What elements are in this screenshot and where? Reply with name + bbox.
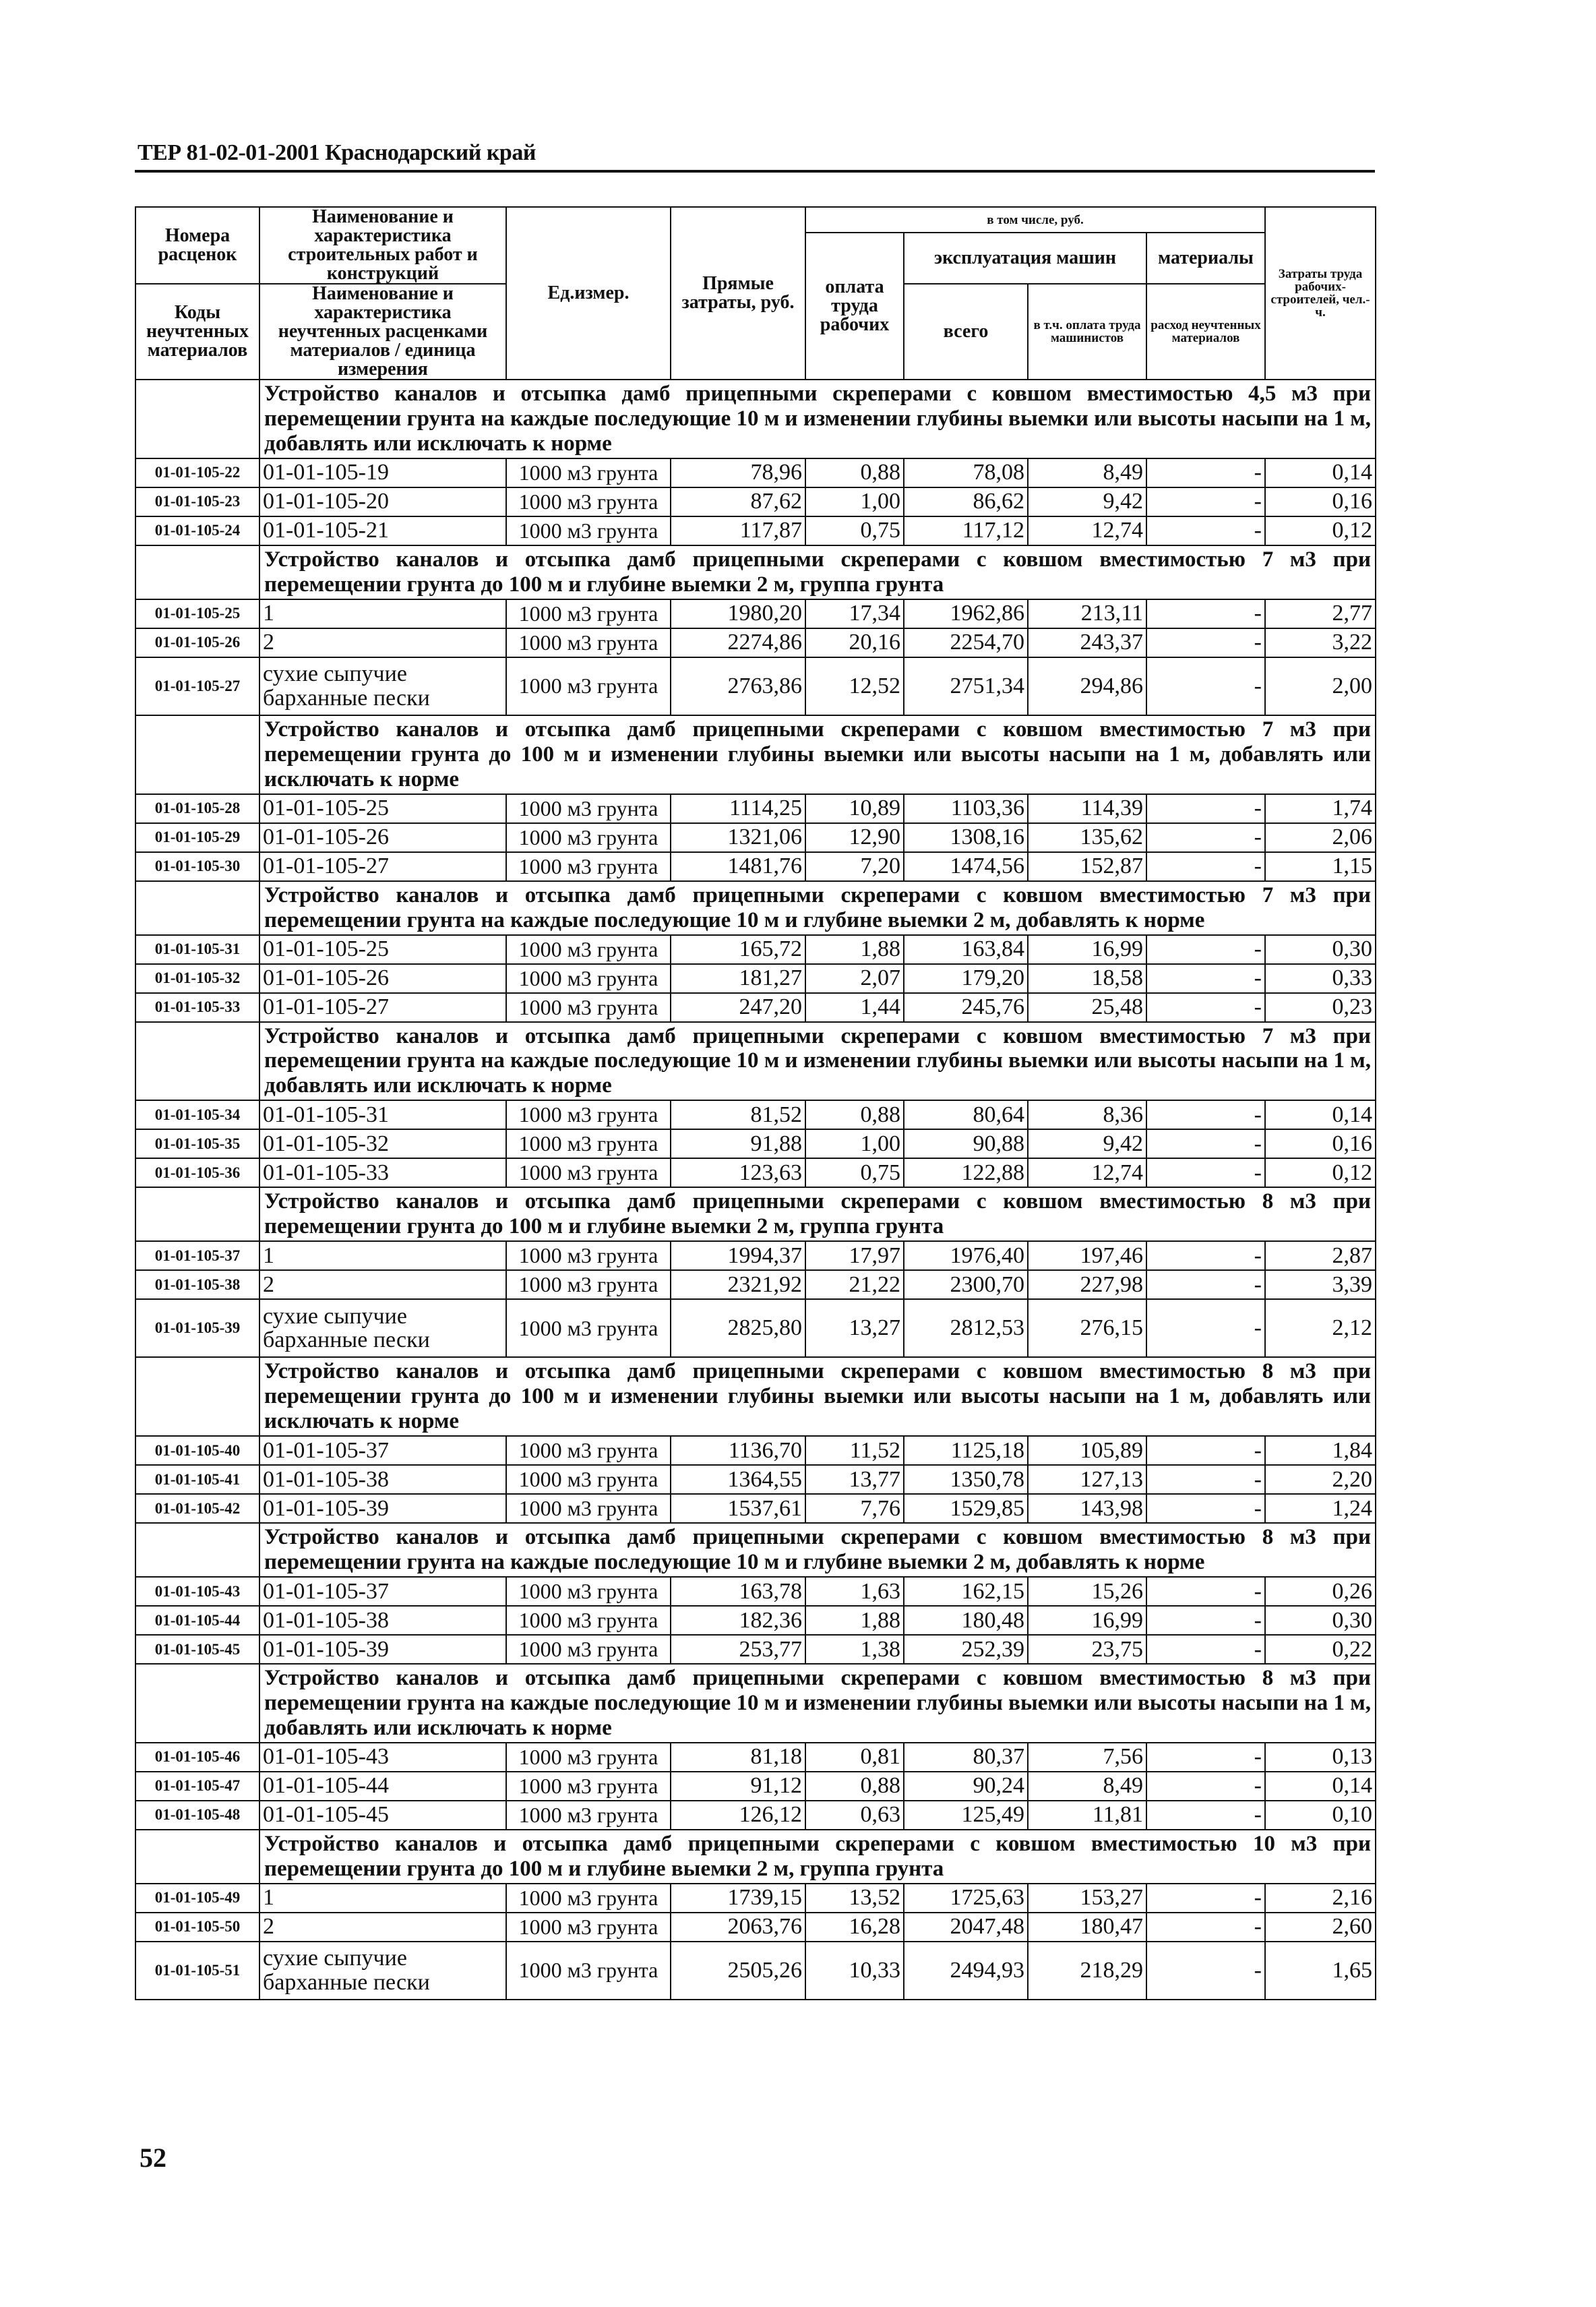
- direct-cost: 91,88: [671, 1129, 805, 1158]
- materials: -: [1146, 1436, 1265, 1465]
- direct-cost: 163,78: [671, 1577, 805, 1606]
- materials: -: [1146, 599, 1265, 628]
- work-name: сухие сыпучие барханные пески: [259, 657, 506, 715]
- labor: 2,20: [1265, 1465, 1376, 1494]
- group-title: Устройство каналов и отсыпка дамб прицепными скреперами с ковшом вместимостью 8 м3 при перемещении грунта до 100 м и изменении глубины выемки или высоты насыпи на 1 м, добавлять или исключать к норме: [259, 1357, 1376, 1436]
- direct-cost: 1321,06: [671, 823, 805, 852]
- machines-total: 1725,63: [904, 1884, 1028, 1913]
- work-name: 1: [259, 599, 506, 628]
- labor: 1,15: [1265, 852, 1376, 881]
- rate-code: 01-01-105-28: [135, 794, 259, 823]
- rate-code: 01-01-105-31: [135, 935, 259, 964]
- rate-code: 01-01-105-51: [135, 1942, 259, 2000]
- work-name: 01-01-105-31: [259, 1100, 506, 1129]
- wage: 17,97: [805, 1241, 904, 1270]
- unit: 1000 м3 грунта: [506, 516, 671, 545]
- materials: -: [1146, 1801, 1265, 1830]
- col-materials-missing-header: расход неучтенных материалов: [1146, 284, 1265, 380]
- direct-cost: 78,96: [671, 458, 805, 487]
- direct-cost: 91,12: [671, 1772, 805, 1801]
- labor: 0,12: [1265, 1158, 1376, 1187]
- machinist-wage: 180,47: [1028, 1913, 1146, 1942]
- machines-total: 90,88: [904, 1129, 1028, 1158]
- labor: 0,14: [1265, 1772, 1376, 1801]
- unit: 1000 м3 грунта: [506, 794, 671, 823]
- wage: 0,88: [805, 458, 904, 487]
- group-title: Устройство каналов и отсыпка дамб прицепными скреперами с ковшом вместимостью 7 м3 при перемещении грунта на каждые последующие 10 м и глубине выемки 2 м, добавлять к норме: [259, 881, 1376, 935]
- materials: -: [1146, 1942, 1265, 2000]
- materials: -: [1146, 1299, 1265, 1357]
- machinist-wage: 9,42: [1028, 1129, 1146, 1158]
- work-name: сухие сыпучие барханные пески: [259, 1942, 506, 2000]
- group-title: Устройство каналов и отсыпка дамб прицепными скреперами с ковшом вместимостью 7 м3 при перемещении грунта на каждые последующие 10 м и изменении глубины выемки или высоты насыпи на 1 м, добавлять или исключать к норме: [259, 1022, 1376, 1101]
- materials: -: [1146, 1913, 1265, 1942]
- labor: 2,60: [1265, 1913, 1376, 1942]
- work-name: 01-01-105-20: [259, 487, 506, 516]
- rate-code: 01-01-105-38: [135, 1270, 259, 1299]
- direct-cost: 1364,55: [671, 1465, 805, 1494]
- work-name: 01-01-105-32: [259, 1129, 506, 1158]
- unit: 1000 м3 грунта: [506, 458, 671, 487]
- direct-cost: 2505,26: [671, 1942, 805, 2000]
- materials: -: [1146, 1743, 1265, 1772]
- machinist-wage: 12,74: [1028, 1158, 1146, 1187]
- materials: -: [1146, 1465, 1265, 1494]
- materials: -: [1146, 1100, 1265, 1129]
- materials: -: [1146, 1494, 1265, 1523]
- work-name: 01-01-105-25: [259, 935, 506, 964]
- unit: 1000 м3 грунта: [506, 1772, 671, 1801]
- work-name: 2: [259, 1913, 506, 1942]
- wage: 0,75: [805, 1158, 904, 1187]
- labor: 3,39: [1265, 1270, 1376, 1299]
- wage: 11,52: [805, 1436, 904, 1465]
- wage: 21,22: [805, 1270, 904, 1299]
- labor: 2,00: [1265, 657, 1376, 715]
- group-title: Устройство каналов и отсыпка дамб прицепными скреперами с ковшом вместимостью 7 м3 при перемещении грунта до 100 м и изменении глубины выемки или высоты насыпи на 1 м, добавлять или исключать к норме: [259, 715, 1376, 794]
- wage: 1,44: [805, 993, 904, 1022]
- machines-total: 1125,18: [904, 1436, 1028, 1465]
- col-machines-header: эксплуатация машин: [904, 233, 1146, 284]
- work-name: 1: [259, 1241, 506, 1270]
- work-name: 01-01-105-26: [259, 823, 506, 852]
- work-name: 1: [259, 1884, 506, 1913]
- labor: 0,12: [1265, 516, 1376, 545]
- materials: -: [1146, 935, 1265, 964]
- col-labor-header: Затраты труда рабочих-строителей, чел.-ч.: [1265, 207, 1376, 380]
- labor: 1,65: [1265, 1942, 1376, 2000]
- machinist-wage: 18,58: [1028, 964, 1146, 993]
- rate-code: 01-01-105-40: [135, 1436, 259, 1465]
- materials: -: [1146, 852, 1265, 881]
- materials: -: [1146, 1606, 1265, 1635]
- machinist-wage: 25,48: [1028, 993, 1146, 1022]
- materials: -: [1146, 516, 1265, 545]
- machinist-wage: 127,13: [1028, 1465, 1146, 1494]
- direct-cost: 126,12: [671, 1801, 805, 1830]
- machines-total: 78,08: [904, 458, 1028, 487]
- work-name: 2: [259, 628, 506, 657]
- work-name: 01-01-105-38: [259, 1465, 506, 1494]
- machinist-wage: 15,26: [1028, 1577, 1146, 1606]
- wage: 13,27: [805, 1299, 904, 1357]
- unit: 1000 м3 грунта: [506, 1299, 671, 1357]
- machinist-wage: 16,99: [1028, 1606, 1146, 1635]
- materials: -: [1146, 794, 1265, 823]
- direct-cost: 165,72: [671, 935, 805, 964]
- direct-cost: 1994,37: [671, 1241, 805, 1270]
- labor: 2,77: [1265, 599, 1376, 628]
- rates-table: [135, 206, 1376, 2000]
- work-name: 01-01-105-21: [259, 516, 506, 545]
- work-name: 01-01-105-37: [259, 1436, 506, 1465]
- rate-code: 01-01-105-41: [135, 1465, 259, 1494]
- materials: -: [1146, 657, 1265, 715]
- col-name-header: Наименование и характеристика строительных работ и конструкций: [259, 207, 506, 284]
- machines-total: 1308,16: [904, 823, 1028, 852]
- machines-total: 180,48: [904, 1606, 1028, 1635]
- machinist-wage: 16,99: [1028, 935, 1146, 964]
- labor: 0,14: [1265, 1100, 1376, 1129]
- wage: 1,00: [805, 1129, 904, 1158]
- col-machines-total-header: всего: [904, 284, 1028, 380]
- rate-code: 01-01-105-23: [135, 487, 259, 516]
- wage: 10,89: [805, 794, 904, 823]
- machines-total: 2300,70: [904, 1270, 1028, 1299]
- machines-total: 90,24: [904, 1772, 1028, 1801]
- labor: 3,22: [1265, 628, 1376, 657]
- machines-total: 2812,53: [904, 1299, 1028, 1357]
- machines-total: 80,64: [904, 1100, 1028, 1129]
- machines-total: 1350,78: [904, 1465, 1028, 1494]
- unit: 1000 м3 грунта: [506, 1494, 671, 1523]
- col-missing-name-header: Наименование и характеристика неучтенных расценками материалов / единица измерения: [259, 284, 506, 380]
- machinist-wage: 197,46: [1028, 1241, 1146, 1270]
- rate-code: 01-01-105-47: [135, 1772, 259, 1801]
- wage: 0,88: [805, 1772, 904, 1801]
- machines-total: 2751,34: [904, 657, 1028, 715]
- materials: -: [1146, 823, 1265, 852]
- materials: -: [1146, 487, 1265, 516]
- labor: 0,30: [1265, 935, 1376, 964]
- labor: 1,84: [1265, 1436, 1376, 1465]
- work-name: 01-01-105-39: [259, 1635, 506, 1664]
- work-name: 01-01-105-19: [259, 458, 506, 487]
- col-materials-header: материалы: [1146, 233, 1265, 284]
- direct-cost: 1980,20: [671, 599, 805, 628]
- materials: -: [1146, 628, 1265, 657]
- wage: 13,77: [805, 1465, 904, 1494]
- rate-code: 01-01-105-33: [135, 993, 259, 1022]
- wage: 0,88: [805, 1100, 904, 1129]
- wage: 1,38: [805, 1635, 904, 1664]
- unit: 1000 м3 грунта: [506, 1270, 671, 1299]
- unit: 1000 м3 грунта: [506, 935, 671, 964]
- machines-total: 1103,36: [904, 794, 1028, 823]
- group-title: Устройство каналов и отсыпка дамб прицепными скреперами с ковшом вместимостью 10 м3 при перемещении грунта до 100 м и глубине выемки 2 м, группа грунта: [259, 1830, 1376, 1884]
- machinist-wage: 12,74: [1028, 516, 1146, 545]
- machinist-wage: 8,49: [1028, 1772, 1146, 1801]
- rate-code: 01-01-105-45: [135, 1635, 259, 1664]
- direct-cost: 1481,76: [671, 852, 805, 881]
- direct-cost: 2063,76: [671, 1913, 805, 1942]
- machinist-wage: 276,15: [1028, 1299, 1146, 1357]
- work-name: 2: [259, 1270, 506, 1299]
- rate-code: 01-01-105-37: [135, 1241, 259, 1270]
- machines-total: 1976,40: [904, 1241, 1028, 1270]
- labor: 0,14: [1265, 458, 1376, 487]
- unit: 1000 м3 грунта: [506, 1635, 671, 1664]
- direct-cost: 1537,61: [671, 1494, 805, 1523]
- machines-total: 122,88: [904, 1158, 1028, 1187]
- direct-cost: 81,52: [671, 1100, 805, 1129]
- wage: 17,34: [805, 599, 904, 628]
- machines-total: 2254,70: [904, 628, 1028, 657]
- labor: 2,06: [1265, 823, 1376, 852]
- unit: 1000 м3 грунта: [506, 599, 671, 628]
- wage: 20,16: [805, 628, 904, 657]
- col-code-header: Номера расценок: [135, 207, 259, 284]
- rate-code: 01-01-105-49: [135, 1884, 259, 1913]
- materials: -: [1146, 1772, 1265, 1801]
- machinist-wage: 105,89: [1028, 1436, 1146, 1465]
- work-name: 01-01-105-45: [259, 1801, 506, 1830]
- materials: -: [1146, 458, 1265, 487]
- col-incl-header: в том числе, руб.: [805, 207, 1265, 233]
- machines-total: 125,49: [904, 1801, 1028, 1830]
- machinist-wage: 218,29: [1028, 1942, 1146, 2000]
- wage: 10,33: [805, 1942, 904, 2000]
- direct-cost: 117,87: [671, 516, 805, 545]
- unit: 1000 м3 грунта: [506, 993, 671, 1022]
- machines-total: 2494,93: [904, 1942, 1028, 2000]
- wage: 7,76: [805, 1494, 904, 1523]
- rate-code: 01-01-105-44: [135, 1606, 259, 1635]
- machines-total: 80,37: [904, 1743, 1028, 1772]
- labor: 0,13: [1265, 1743, 1376, 1772]
- machines-total: 1529,85: [904, 1494, 1028, 1523]
- materials: -: [1146, 1158, 1265, 1187]
- machinist-wage: 8,36: [1028, 1100, 1146, 1129]
- machinist-wage: 213,11: [1028, 599, 1146, 628]
- group-title: Устройство каналов и отсыпка дамб прицепными скреперами с ковшом вместимостью 4,5 м3 при перемещении грунта на каждые последующие 10 м и изменении глубины выемки или высоты насыпи на 1 м, добавлять или исключать к норме: [259, 380, 1376, 458]
- materials: -: [1146, 1884, 1265, 1913]
- machinist-wage: 152,87: [1028, 852, 1146, 881]
- rates-body: [135, 380, 1376, 2000]
- work-name: 01-01-105-39: [259, 1494, 506, 1523]
- labor: 2,87: [1265, 1241, 1376, 1270]
- col-unit-header: Ед.измер.: [506, 207, 671, 380]
- materials: -: [1146, 993, 1265, 1022]
- wage: 13,52: [805, 1884, 904, 1913]
- rate-code: 01-01-105-22: [135, 458, 259, 487]
- work-name: 01-01-105-33: [259, 1158, 506, 1187]
- labor: 2,16: [1265, 1884, 1376, 1913]
- group-title: Устройство каналов и отсыпка дамб прицепными скреперами с ковшом вместимостью 7 м3 при перемещении грунта до 100 м и глубине выемки 2 м, группа грунта: [259, 545, 1376, 599]
- rate-code: 01-01-105-25: [135, 599, 259, 628]
- rate-code: 01-01-105-34: [135, 1100, 259, 1129]
- machines-total: 252,39: [904, 1635, 1028, 1664]
- machinist-wage: 11,81: [1028, 1801, 1146, 1830]
- unit: 1000 м3 грунта: [506, 823, 671, 852]
- materials: -: [1146, 1577, 1265, 1606]
- labor: 0,22: [1265, 1635, 1376, 1664]
- labor: 1,74: [1265, 794, 1376, 823]
- col-missing-codes-header: Коды неучтенных материалов: [135, 284, 259, 380]
- materials: -: [1146, 1241, 1265, 1270]
- machines-total: 86,62: [904, 487, 1028, 516]
- work-name: 01-01-105-27: [259, 993, 506, 1022]
- wage: 7,20: [805, 852, 904, 881]
- machinist-wage: 135,62: [1028, 823, 1146, 852]
- labor: 0,10: [1265, 1801, 1376, 1830]
- direct-cost: 1739,15: [671, 1884, 805, 1913]
- rate-code: 01-01-105-43: [135, 1577, 259, 1606]
- rate-code: 01-01-105-32: [135, 964, 259, 993]
- rate-code: 01-01-105-27: [135, 657, 259, 715]
- labor: 1,24: [1265, 1494, 1376, 1523]
- machinist-wage: 243,37: [1028, 628, 1146, 657]
- machines-total: 1962,86: [904, 599, 1028, 628]
- machinist-wage: 153,27: [1028, 1884, 1146, 1913]
- rate-code: 01-01-105-50: [135, 1913, 259, 1942]
- work-name: 01-01-105-26: [259, 964, 506, 993]
- unit: 1000 м3 грунта: [506, 628, 671, 657]
- rate-code: 01-01-105-48: [135, 1801, 259, 1830]
- direct-cost: 181,27: [671, 964, 805, 993]
- unit: 1000 м3 грунта: [506, 1606, 671, 1635]
- materials: -: [1146, 964, 1265, 993]
- unit: 1000 м3 грунта: [506, 1884, 671, 1913]
- wage: 0,63: [805, 1801, 904, 1830]
- direct-cost: 123,63: [671, 1158, 805, 1187]
- rate-code: 01-01-105-35: [135, 1129, 259, 1158]
- rate-code: 01-01-105-39: [135, 1299, 259, 1357]
- direct-cost: 182,36: [671, 1606, 805, 1635]
- unit: 1000 м3 грунта: [506, 657, 671, 715]
- machinist-wage: 23,75: [1028, 1635, 1146, 1664]
- machinist-wage: 8,49: [1028, 458, 1146, 487]
- unit: 1000 м3 грунта: [506, 1100, 671, 1129]
- wage: 12,52: [805, 657, 904, 715]
- labor: 0,33: [1265, 964, 1376, 993]
- unit: 1000 м3 грунта: [506, 1436, 671, 1465]
- labor: 2,12: [1265, 1299, 1376, 1357]
- unit: 1000 м3 грунта: [506, 487, 671, 516]
- direct-cost: 253,77: [671, 1635, 805, 1664]
- machines-total: 179,20: [904, 964, 1028, 993]
- machinist-wage: 7,56: [1028, 1743, 1146, 1772]
- work-name: 01-01-105-27: [259, 852, 506, 881]
- direct-cost: 2763,86: [671, 657, 805, 715]
- machines-total: 245,76: [904, 993, 1028, 1022]
- rate-code: 01-01-105-46: [135, 1743, 259, 1772]
- direct-cost: 81,18: [671, 1743, 805, 1772]
- unit: 1000 м3 грунта: [506, 1743, 671, 1772]
- col-wage-header: оплата труда рабочих: [805, 233, 904, 380]
- group-title: Устройство каналов и отсыпка дамб прицепными скреперами с ковшом вместимостью 8 м3 при перемещении грунта на каждые последующие 10 м и изменении глубины выемки или высоты насыпи на 1 м, добавлять или исключать к норме: [259, 1664, 1376, 1743]
- unit: 1000 м3 грунта: [506, 1913, 671, 1942]
- machinist-wage: 294,86: [1028, 657, 1146, 715]
- labor: 0,30: [1265, 1606, 1376, 1635]
- header-rule: [135, 170, 1375, 173]
- work-name: 01-01-105-38: [259, 1606, 506, 1635]
- direct-cost: 247,20: [671, 993, 805, 1022]
- direct-cost: 2274,86: [671, 628, 805, 657]
- unit: 1000 м3 грунта: [506, 1577, 671, 1606]
- unit: 1000 м3 грунта: [506, 1942, 671, 2000]
- materials: -: [1146, 1635, 1265, 1664]
- machines-total: 163,84: [904, 935, 1028, 964]
- unit: 1000 м3 грунта: [506, 1158, 671, 1187]
- unit: 1000 м3 грунта: [506, 852, 671, 881]
- wage: 1,88: [805, 935, 904, 964]
- direct-cost: 87,62: [671, 487, 805, 516]
- machinist-wage: 227,98: [1028, 1270, 1146, 1299]
- direct-cost: 1114,25: [671, 794, 805, 823]
- unit: 1000 м3 грунта: [506, 1129, 671, 1158]
- machines-total: 1474,56: [904, 852, 1028, 881]
- labor: 0,16: [1265, 1129, 1376, 1158]
- unit: 1000 м3 грунта: [506, 1801, 671, 1830]
- direct-cost: 2321,92: [671, 1270, 805, 1299]
- unit: 1000 м3 грунта: [506, 1241, 671, 1270]
- wage: 0,81: [805, 1743, 904, 1772]
- work-name: 01-01-105-44: [259, 1772, 506, 1801]
- unit: 1000 м3 грунта: [506, 964, 671, 993]
- machines-total: 117,12: [904, 516, 1028, 545]
- rate-code: 01-01-105-30: [135, 852, 259, 881]
- materials: -: [1146, 1270, 1265, 1299]
- rate-code: 01-01-105-29: [135, 823, 259, 852]
- machinist-wage: 114,39: [1028, 794, 1146, 823]
- materials: -: [1146, 1129, 1265, 1158]
- labor: 0,16: [1265, 487, 1376, 516]
- direct-cost: 1136,70: [671, 1436, 805, 1465]
- unit: 1000 м3 грунта: [506, 1465, 671, 1494]
- work-name: 01-01-105-37: [259, 1577, 506, 1606]
- rate-code: 01-01-105-24: [135, 516, 259, 545]
- rate-code: 01-01-105-42: [135, 1494, 259, 1523]
- page-header: ТЕР 81-02-01-2001 Краснодарский край: [137, 140, 536, 165]
- work-name: сухие сыпучие барханные пески: [259, 1299, 506, 1357]
- wage: 0,75: [805, 516, 904, 545]
- wage: 1,63: [805, 1577, 904, 1606]
- direct-cost: 2825,80: [671, 1299, 805, 1357]
- col-direct-header: Прямые затраты, руб.: [671, 207, 805, 380]
- work-name: 01-01-105-25: [259, 794, 506, 823]
- machines-total: 2047,48: [904, 1913, 1028, 1942]
- machinist-wage: 143,98: [1028, 1494, 1146, 1523]
- work-name: 01-01-105-43: [259, 1743, 506, 1772]
- rate-code: 01-01-105-36: [135, 1158, 259, 1187]
- machinist-wage: 9,42: [1028, 487, 1146, 516]
- labor: 0,23: [1265, 993, 1376, 1022]
- wage: 1,00: [805, 487, 904, 516]
- machines-total: 162,15: [904, 1577, 1028, 1606]
- page-number: 52: [140, 2143, 166, 2173]
- wage: 2,07: [805, 964, 904, 993]
- rate-code: 01-01-105-26: [135, 628, 259, 657]
- wage: 12,90: [805, 823, 904, 852]
- group-title: Устройство каналов и отсыпка дамб прицепными скреперами с ковшом вместимостью 8 м3 при перемещении грунта на каждые последующие 10 м и глубине выемки 2 м, добавлять к норме: [259, 1523, 1376, 1577]
- col-machinist-wage-header: в т.ч. оплата труда машинистов: [1028, 284, 1146, 380]
- wage: 16,28: [805, 1913, 904, 1942]
- wage: 1,88: [805, 1606, 904, 1635]
- labor: 0,26: [1265, 1577, 1376, 1606]
- group-title: Устройство каналов и отсыпка дамб прицепными скреперами с ковшом вместимостью 8 м3 при перемещении грунта до 100 м и глубине выемки 2 м, группа грунта: [259, 1187, 1376, 1241]
